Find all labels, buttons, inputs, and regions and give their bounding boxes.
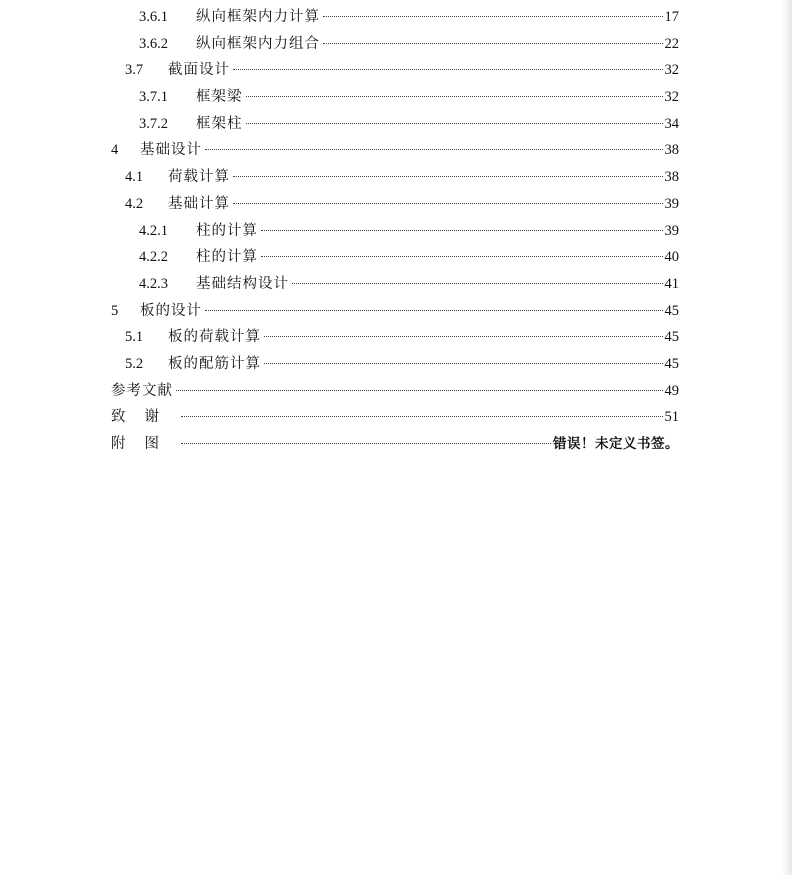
- page-edge-shadow: [780, 0, 792, 875]
- toc-entry-5-1[interactable]: [111, 324, 679, 351]
- toc-entry-number: 4: [111, 142, 119, 159]
- toc-entry-page: 32: [664, 89, 679, 106]
- dot-leader: [323, 16, 663, 17]
- toc-entry-page: 32: [664, 62, 679, 79]
- toc-entry-page: 34: [664, 115, 679, 132]
- toc-entry-4-2-1[interactable]: [111, 218, 679, 245]
- toc-entry-3-7[interactable]: [111, 57, 679, 84]
- toc-entry-number: 4.2.2: [139, 249, 168, 266]
- toc-entry-title: 框架梁: [196, 89, 243, 106]
- toc-entry-4[interactable]: [111, 137, 679, 164]
- toc-entry-number: 4.2.1: [139, 222, 168, 239]
- toc-entry-page-error: 错误！未定义书签。: [553, 436, 679, 452]
- toc-entry-title: 荷载计算: [168, 169, 230, 186]
- toc-entry-title: 基础结构设计: [196, 275, 289, 292]
- toc-entry-title: 附图: [111, 436, 178, 452]
- toc-entry-number: 3.6.1: [139, 9, 168, 25]
- toc-entry-title: 截面设计: [168, 62, 230, 79]
- toc-entry-number: 5.1: [125, 329, 144, 346]
- toc-entry-number: 4.1: [125, 169, 144, 186]
- dot-leader: [261, 256, 663, 257]
- toc-entry-references[interactable]: [111, 378, 679, 405]
- toc-entry-4-2-2[interactable]: [111, 244, 679, 271]
- toc-entry-page: 38: [664, 142, 679, 159]
- toc-entry-4-2-3[interactable]: [111, 271, 679, 298]
- toc-entry-4-2[interactable]: [111, 191, 679, 218]
- toc-entry-3-6-2[interactable]: [111, 31, 679, 58]
- toc-entry-title: 纵向框架内力计算: [196, 9, 320, 25]
- dot-leader: [233, 203, 663, 204]
- toc-entry-page: 49: [664, 382, 679, 399]
- toc-entry-page: 39: [664, 222, 679, 239]
- toc-entry-title: 柱的计算: [196, 222, 258, 239]
- toc-entry-title: 板的配筋计算: [168, 355, 261, 372]
- toc-entry-5-2[interactable]: [111, 351, 679, 378]
- dot-leader: [205, 149, 663, 150]
- toc-entry-page: 45: [664, 302, 679, 319]
- toc-entry-title: 基础设计: [140, 142, 202, 159]
- toc-entry-number: 4.2.3: [139, 275, 168, 292]
- toc-entry-number: 5.2: [125, 355, 144, 372]
- toc-entry-page: 17: [664, 9, 679, 25]
- dot-leader: [181, 443, 551, 444]
- toc-entry-5[interactable]: [111, 298, 679, 325]
- dot-leader: [233, 69, 663, 70]
- dot-leader: [246, 123, 663, 124]
- dot-leader: [323, 43, 663, 44]
- toc-entry-title: 基础计算: [168, 195, 230, 212]
- toc-entry-page: 22: [664, 35, 679, 52]
- toc-entry-number: 3.7.2: [139, 115, 168, 132]
- toc-entry-title: 框架柱: [196, 115, 243, 132]
- dot-leader: [264, 363, 663, 364]
- dot-leader: [181, 416, 663, 417]
- toc-entry-3-7-1[interactable]: [111, 84, 679, 111]
- dot-leader: [264, 336, 663, 337]
- toc-entry-page: 45: [664, 329, 679, 346]
- toc-entry-title: 柱的计算: [196, 249, 258, 266]
- toc-entry-title: 板的荷载计算: [168, 329, 261, 346]
- toc-entry-number: 3.7: [125, 62, 144, 79]
- toc-entry-page: 40: [664, 249, 679, 266]
- toc-entry-page: 39: [664, 195, 679, 212]
- toc-entry-page: 38: [664, 169, 679, 186]
- dot-leader: [292, 283, 663, 284]
- dot-leader: [205, 310, 663, 311]
- toc-entry-page: 41: [664, 275, 679, 292]
- toc-entry-number: 3.7.1: [139, 89, 168, 106]
- toc-entry-number: 5: [111, 302, 119, 319]
- toc-entry-number: 4.2: [125, 195, 144, 212]
- toc-entry-3-6-1[interactable]: [111, 4, 679, 31]
- toc-entry-4-1[interactable]: [111, 164, 679, 191]
- dot-leader: [246, 96, 663, 97]
- toc-entry-title: 参考文献: [111, 382, 173, 399]
- toc-entry-3-7-2[interactable]: [111, 111, 679, 138]
- toc-entry-acknowledgements[interactable]: [111, 404, 679, 431]
- toc-entry-appendix-figures[interactable]: [111, 431, 679, 458]
- toc-entry-page: 45: [664, 355, 679, 372]
- dot-leader: [261, 230, 663, 231]
- toc-entry-title: 纵向框架内力组合: [196, 35, 320, 52]
- toc-entry-page: 51: [664, 409, 679, 426]
- toc-entry-title: 板的设计: [140, 302, 202, 319]
- table-of-contents: [111, 4, 679, 458]
- toc-entry-title: 致谢: [111, 409, 178, 426]
- dot-leader: [176, 390, 663, 391]
- dot-leader: [233, 176, 663, 177]
- toc-entry-number: 3.6.2: [139, 35, 168, 52]
